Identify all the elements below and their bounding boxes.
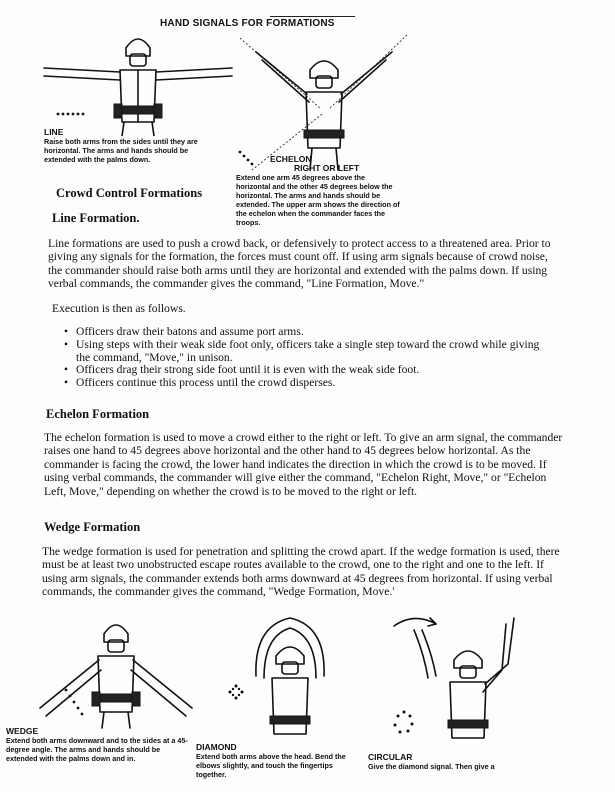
circular-signal-figure xyxy=(384,604,524,748)
wedge-figure-title: WEDGE xyxy=(6,726,39,736)
wedge-formation-paragraph: The wedge formation is used for penetration and splitting the crowd apart. If the wedge formation is used, there must be at least two unobstructed escape routes available to the crowd, one to the right and one to the left. If using arm signals, the commander extends both arms downward at 45 degrees from horizontal. If using verbal commands, the commander gives the command, "Wedge Formation, Move.' xyxy=(42,545,560,599)
echelon-signal-figure xyxy=(232,30,412,180)
wedge-formation-heading: Wedge Formation xyxy=(44,520,141,534)
line-figure-title: LINE xyxy=(44,127,64,137)
page-title: HAND SIGNALS FOR FORMATIONS xyxy=(160,18,335,29)
line-formation-execution: Execution is then as follows. xyxy=(52,302,186,315)
crowd-control-heading: Crowd Control Formations xyxy=(56,186,203,200)
header-rule xyxy=(270,16,355,17)
line-figure-caption: Raise both arms from the sides until they are horizontal. The arms and hands should be extended with the palms down. xyxy=(44,137,198,164)
echelon-figure-caption: Extend one arm 45 degrees above the horizontal and the other 45 degrees below the horizontal. The arms and hands should be extended. The upper arm shows the direction of the echelon when the commander faces the troops. xyxy=(236,173,400,227)
line-formation-heading: Line Formation. xyxy=(52,211,140,225)
diamond-signal-figure xyxy=(216,606,366,746)
wedge-signal-figure xyxy=(26,612,206,730)
echelon-formation-paragraph: The echelon formation is used to move a crowd either to the right or left. To give an arm signal, the commander raises one hand to 45 degrees above horizontal and the other hand to 45 degrees below horizontal. As the commander is facing the crowd, the lower hand indicates the direction in which the crowd is to be moved. If using verbal commands, the commander will give either the command, "Echelon Right, Move," or "Echelon Left, Move," depending on whether the crowd is to be moved to the right or left. xyxy=(44,431,563,498)
list-item: • Officers continue this process until the crowd disperses. xyxy=(60,377,550,390)
line-signal-figure xyxy=(38,26,238,136)
wedge-figure-caption: Extend both arms downward and to the sides at a 45-degree angle. The arms and hands should be extended with the palms down and in. xyxy=(6,736,188,763)
echelon-figure-title: ECHELON xyxy=(270,154,312,164)
line-formation-steps xyxy=(60,326,550,390)
echelon-figure-subtitle: RIGHT OR LEFT xyxy=(294,163,360,173)
diamond-figure-title: DIAMOND xyxy=(196,742,237,752)
list-item: • Officers drag their strong side foot until it is even with the weak side foot. xyxy=(60,364,550,377)
list-item: • Using steps with their weak side foot only, officers take a single step toward the crowd while giving the command, "Move," in unison. xyxy=(60,339,550,365)
circular-figure-title: CIRCULAR xyxy=(368,752,413,762)
echelon-formation-heading: Echelon Formation xyxy=(46,407,150,421)
list-item: • Officers draw their batons and assume port arms. xyxy=(60,326,550,339)
diamond-figure-caption: Extend both arms above the head. Bend the elbows slightly, and touch the fingertips together. xyxy=(196,752,346,779)
line-formation-paragraph: Line formations are used to push a crowd back, or defensively to protect access to a threatened area. Prior to giving any signals for the formation, the forces must count off. If using arm signals because of crowd noise, the commander should raise both arms until they are horizontal and extended with the palms down. If using verbal commands, the commander gives the command, "Line Formation, Move." xyxy=(48,237,551,291)
circular-figure-caption: Give the diamond signal. Then give a xyxy=(368,762,495,771)
